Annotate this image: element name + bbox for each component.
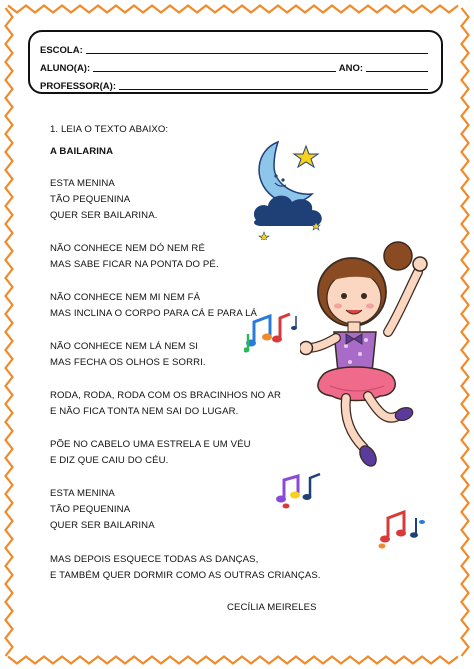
instruction-text: 1. LEIA O TEXTO ABAIXO: <box>50 124 169 135</box>
poem-line: E TAMBÉM QUER DORMIR COMO AS OUTRAS CRIANÇAS. <box>50 570 321 581</box>
poem-line: E DIZ QUE CAIU DO CÉU. <box>50 455 169 466</box>
poem-line: TÃO PEQUENINA <box>50 504 131 515</box>
poem-line: RODA, RODA, RODA COM OS BRACINHOS NO AR <box>50 390 281 401</box>
music-notes-icon <box>274 470 326 510</box>
poem-line: QUER SER BAILARINA. <box>50 210 158 221</box>
poem-author: CECÍLIA MEIRELES <box>227 602 317 613</box>
poem-line: ESTA MENINA <box>50 178 115 189</box>
student-label: ALUNO(A): <box>40 63 91 74</box>
poem-line: E NÃO FICA TONTA NEM SAI DO LUGAR. <box>50 406 239 417</box>
teacher-label: PROFESSOR(A): <box>40 81 116 92</box>
poem-line: MAS INCLINA O CORPO PARA CÁ E PARA LÁ <box>50 308 258 319</box>
poem-line: MAS DEPOIS ESQUECE TODAS AS DANÇAS, <box>50 554 259 565</box>
poem-line: NÃO CONHECE NEM DÓ NEM RÉ <box>50 243 205 254</box>
year-label: ANO: <box>338 63 363 74</box>
poem-line: PÕE NO CABELO UMA ESTRELA E UM VÉU <box>50 439 251 450</box>
student-row <box>40 56 431 74</box>
music-notes-icon <box>244 308 300 354</box>
poem-line: TÃO PEQUENINA <box>50 194 131 205</box>
poem-line: MAS SABE FICAR NA PONTA DO PÉ. <box>50 259 219 270</box>
student-field[interactable] <box>93 70 336 72</box>
music-notes-icon <box>376 508 428 550</box>
teacher-row <box>40 74 431 92</box>
poem-line: NÃO CONHECE NEM LÁ NEM SI <box>50 341 199 352</box>
school-field[interactable] <box>86 52 428 54</box>
ballerina-illustration <box>300 236 440 472</box>
school-row <box>40 38 431 56</box>
poem-title: A BAILARINA <box>50 146 114 157</box>
poem-line: MAS FECHA OS OLHOS E SORRI. <box>50 357 206 368</box>
moon-cloud-illustration <box>250 136 330 240</box>
year-field[interactable] <box>366 70 428 72</box>
teacher-field[interactable] <box>119 88 428 90</box>
school-label: ESCOLA: <box>40 45 83 56</box>
poem-line: NÃO CONHECE NEM MI NEM FÁ <box>50 292 201 303</box>
poem-line: QUER SER BAILARINA <box>50 520 155 531</box>
poem-line: ESTA MENINA <box>50 488 115 499</box>
student-info-header <box>28 30 443 94</box>
